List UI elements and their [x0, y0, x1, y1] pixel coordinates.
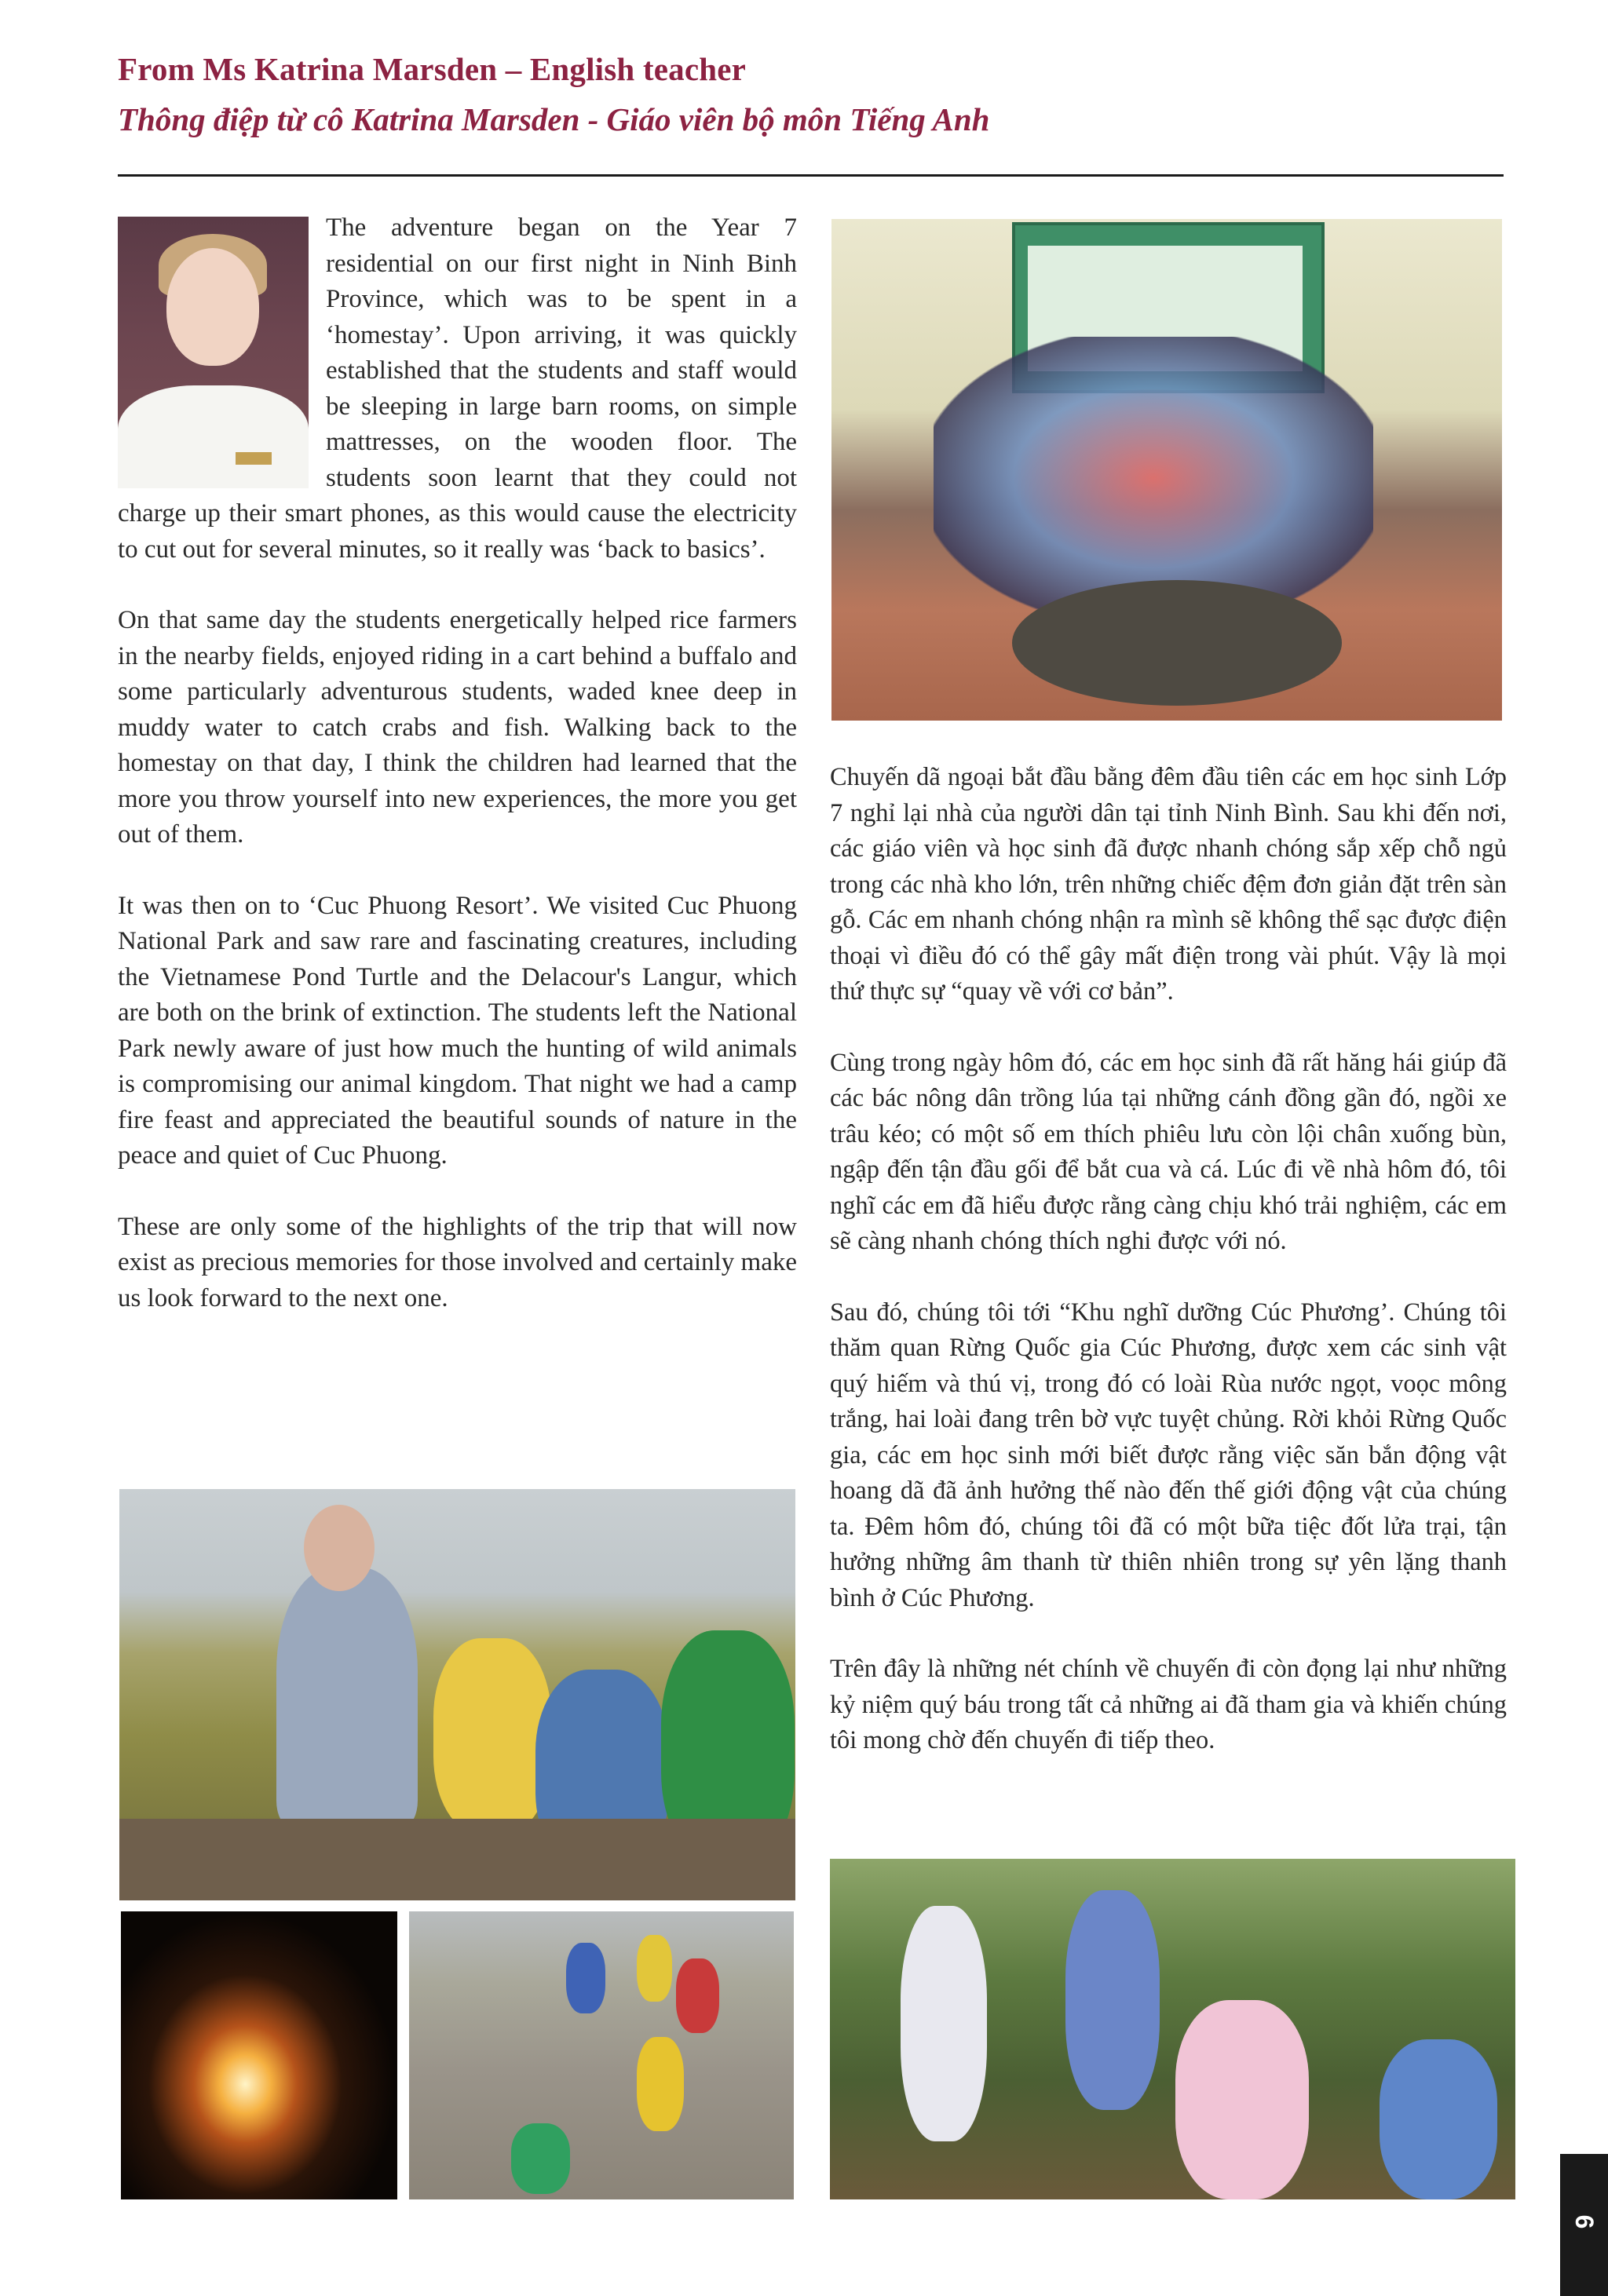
title-vietnamese: [118, 100, 989, 138]
page-number-tab: [1560, 2154, 1608, 2296]
paragraph-en-2: On that same day the students energetically helped rice farmers in the nearby fields, enjoyed riding in a cart behind a buffalo and some particularly adventurous students, waded knee deep in muddy water to catch crabs and fish. Walking back to the homestay on that day, I think the children had learned that the more you throw yourself into new experiences, the more you get out of them.: [118, 606, 797, 849]
page-number: 6: [1570, 2214, 1599, 2229]
buffalo-cart-ride-photo: [119, 1489, 795, 1900]
header-divider: [118, 174, 1504, 177]
campfire-photo: [121, 1911, 397, 2199]
paragraph-en-1: The adventure began on the Year 7 residential on our first night in Ninh Binh Province, which was to be spent in a ‘homestay’. Upon arriving, it was quickly established that the students and staff would be sleeping in large barn rooms, on simple mattresses, on the wooden floor. The students soon learnt that they could not charge up their smart phones, as this would cause the electricity to cut out for several minutes, so it really was ‘back to basics’.: [118, 214, 797, 564]
title-english: From Ms Katrina Marsden – English teacher: [118, 51, 747, 87]
paragraph-en-3: It was then on to ‘Cuc Phuong Resort’. We visited Cuc Phuong National Park and saw rare and fascinating creatures, including the Vietnamese Pond Turtle and the Delacour's Langur, which are both on the brink of extinction. The students left the National Park newly aware of just how much the hunting of wild animals is compromising our animal kingdom. That night we had a camp fire feast and appreciated the beautiful sounds of nature in the peace and quiet of Cuc Phuong.: [118, 891, 797, 1170]
forest-group-photo: [830, 1859, 1515, 2199]
article-vietnamese: [830, 760, 1507, 1794]
paragraph-en-4: These are only some of the highlights of the trip that will now exist as precious memories for those involved and certainly make us look forward to the next one.: [118, 1212, 797, 1312]
title-vi-prefix: Thông điệp từ cô: [118, 101, 352, 137]
title-vi-name: Katrina Marsden: [351, 101, 580, 137]
teacher-portrait-photo: [118, 217, 309, 488]
title-vi-suffix: - Giáo viên bộ môn Tiếng Anh: [579, 101, 990, 137]
paragraph-vi-1: Chuyến dã ngoại bắt đầu bằng đêm đầu tiên các em học sinh Lớp 7 nghỉ lại nhà của người dân tại tỉnh Ninh Bình. Sau khi đến nơi, các giáo viên và học sinh đã được nhanh chóng sắp xếp chỗ ngủ trong các nhà kho lớn, trên những chiếc đệm đơn giản đặt trên sàn gỗ. Các em nhanh chóng nhận ra mình sẽ không thể sạc được điện thoại vì điều đó có thể gây mất điện trong vài phút. Vậy là mọi thứ thực sự “quay về với cơ bản”.: [830, 763, 1507, 1006]
wading-muddy-water-photo: [409, 1911, 794, 2199]
article-english: [118, 210, 797, 1352]
students-turtle-statue-photo: [831, 219, 1502, 721]
paragraph-vi-3: Sau đó, chúng tôi tới “Khu nghĩ dưỡng Cúc Phương’. Chúng tôi thăm quan Rừng Quốc gia Cúc Phương, được xem các sinh vật quý hiếm và thú vị, trong đó có loài Rùa nước ngọt, voọc mông trắng, hai loài đang trên bờ vực tuyệt chủng. Rời khỏi Rừng Quốc gia, các em học sinh mới biết được rằng việc săn bắn động vật hoang dã đã ảnh hưởng thế nào đến thế giới động vật của chúng ta. Đêm hôm đó, chúng tôi đã có một bữa tiệc đốt lửa trại, tận hưởng những âm thanh từ thiên nhiên trong sự yên lặng thanh bình ở Cúc Phương.: [830, 1298, 1507, 1612]
paragraph-vi-2: Cùng trong ngày hôm đó, các em học sinh đã rất hăng hái giúp đã các bác nông dân trồng lúa tại những cánh đồng gần đó, ngồi xe trâu kéo; có một số em thích phiêu lưu còn lội chân xuống bùn, ngập đến tận đầu gối để bắt cua và cá. Lúc đi về nhà hôm đó, tôi nghĩ các em đã hiểu được rằng càng chịu khó trải nghiệm, các em sẽ càng nhanh chóng thích nghi được với nó.: [830, 1048, 1507, 1255]
paragraph-vi-4: Trên đây là những nét chính về chuyến đi còn đọng lại như những kỷ niệm quý báu trong tất cả những ai đã tham gia và khiến chúng tôi mong chờ đến chuyến đi tiếp theo.: [830, 1655, 1507, 1754]
